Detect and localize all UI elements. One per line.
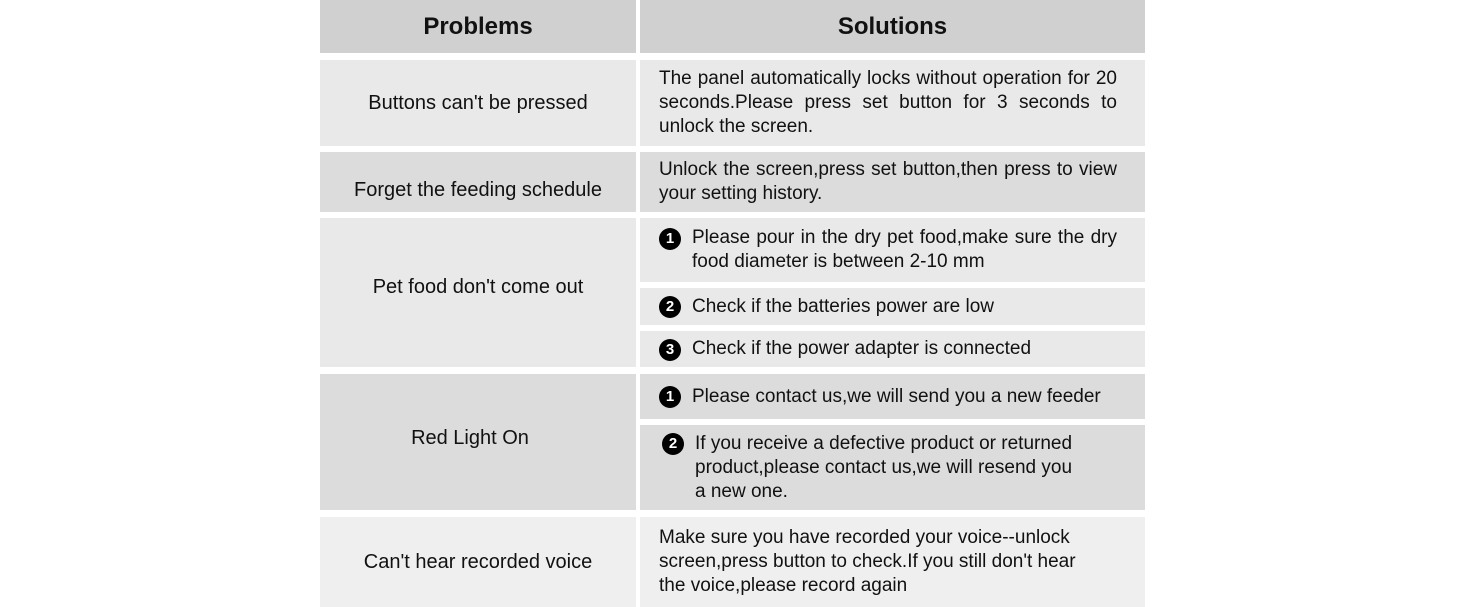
header-solutions: Solutions (640, 0, 1145, 53)
solution-text: Please pour in the dry pet food,make sure the dry food diameter is between 2-10 mm (692, 227, 1117, 272)
solution-text: Please contact us,we will send you a new feeder (692, 385, 1101, 407)
problem-cell: Red Light On (320, 374, 636, 510)
solution-item (640, 331, 1145, 367)
number-2-icon: 2 (662, 433, 684, 455)
solution-item (640, 288, 1145, 325)
problem-cell: Buttons can't be pressed (320, 60, 636, 146)
number-3-icon: 3 (659, 339, 681, 361)
solution-item (640, 218, 1145, 282)
number-1-icon: 1 (659, 228, 681, 250)
solution-text: Check if the power adapter is connected (692, 338, 1032, 359)
number-1-icon: 1 (659, 386, 681, 408)
solution-text: The panel automatically locks without operation for 20 seconds.Please press set button for 3 seconds to unlock the screen. (659, 68, 1117, 137)
solution-text: Make sure you have recorded your voice--unlock screen,press button to check.If you still don't hear the voice,please record again (659, 527, 1076, 596)
solution-text: If you receive a defective product or returned product,please contact us,we will resend you a new one. (695, 432, 1073, 502)
problem-cell: Forget the feeding schedule (320, 152, 636, 212)
solution-item (640, 425, 1145, 510)
solution-text: Unlock the screen,press set button,then press to view your setting history. (659, 159, 1117, 204)
problem-cell: Can't hear recorded voice (320, 517, 636, 607)
header-problems: Problems (320, 0, 636, 53)
solution-cell (640, 60, 1145, 146)
solution-item (640, 374, 1145, 419)
solution-cell (640, 152, 1145, 212)
problem-cell: Pet food don't come out (320, 218, 636, 367)
number-2-icon: 2 (659, 296, 681, 318)
solution-cell (640, 517, 1145, 607)
solution-text: Check if the batteries power are low (692, 295, 995, 317)
